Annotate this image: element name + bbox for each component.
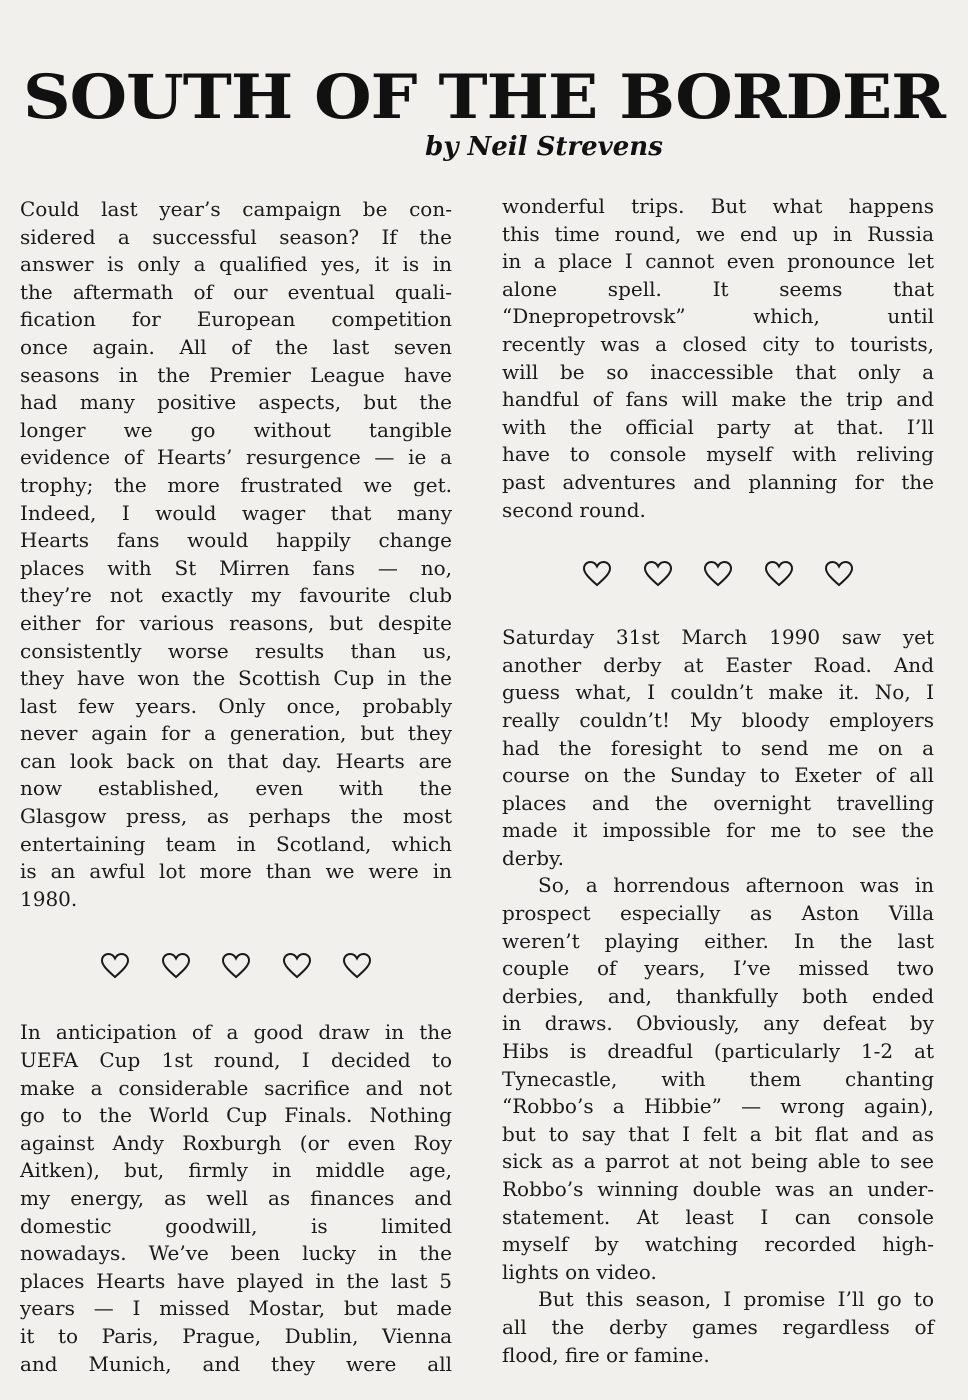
text-line: “Dnepropetrovsk” which, until (502, 304, 934, 329)
text-line: But this season, I promise I’ll go to (538, 1287, 934, 1312)
text-line: Glasgow press, as perhaps the most (20, 804, 452, 829)
text-line: they have won the Scottish Cup in the (20, 666, 452, 691)
text-line: but to say that I felt a bit flat and as (502, 1121, 934, 1146)
text-line: another derby at Easter Road. And (502, 652, 934, 677)
heart-outline-icon (101, 953, 129, 979)
left-paragraph-1 (20, 196, 452, 913)
text-line: Hibs is dreadful (particularly 1-2 at (502, 1039, 934, 1064)
text-line: against Andy Roxburgh (or even Roy (20, 1130, 452, 1155)
text-line: past adventures and planning for the (502, 469, 934, 494)
text-line: So, a horrendous afternoon was in (538, 873, 934, 898)
heart-separator-right (502, 524, 934, 624)
text-line: Aitken), but, firmly in middle age, (20, 1158, 452, 1183)
text-line: lights on video. (502, 1259, 657, 1284)
text-line: in a place I cannot even pronounce let (502, 249, 934, 274)
text-line: In anticipation of a good draw in the (20, 1020, 452, 1045)
text-line: entertaining team in Scotland, which (20, 831, 452, 856)
right-paragraph-3 (502, 872, 934, 1286)
text-line: the aftermath of our eventual quali- (20, 279, 452, 304)
text-line: prospect especially as Aston Villa (502, 901, 934, 926)
text-line: once again. All of the last seven (20, 334, 452, 359)
right-paragraph-1 (502, 193, 934, 524)
text-line: fication for European competition (20, 307, 452, 332)
text-line: domestic goodwill, is limited (20, 1213, 452, 1238)
text-line: trophy; the more frustrated we get. (20, 472, 452, 497)
text-line: myself by watching recorded high- (502, 1232, 934, 1257)
text-line: this time round, we end up in Russia (502, 221, 934, 246)
text-line: all the derby games regardless of (502, 1314, 934, 1339)
text-line: statement. At least I can console (502, 1204, 934, 1229)
text-line: is an awful lot more than we were in (20, 859, 452, 884)
text-line: second round. (502, 497, 646, 522)
text-line: alone spell. It seems that (502, 276, 934, 301)
text-line: weren’t playing either. In the last (502, 928, 934, 953)
text-line: sidered a successful season? If the (20, 224, 452, 249)
heart-outline-icon (162, 953, 190, 979)
article-byline: by Neil Strevens (425, 132, 663, 162)
text-line: nowadays. We’ve been lucky in the (20, 1241, 452, 1266)
text-line: in draws. Obviously, any defeat by (502, 1011, 934, 1036)
text-line: places Hearts have played in the last 5 (20, 1268, 452, 1293)
text-line: 1980. (20, 886, 78, 911)
text-line: go to the World Cup Finals. Nothing (20, 1103, 452, 1128)
text-line: seasons in the Premier League have (20, 362, 452, 387)
text-line: and Munich, and they were all (20, 1351, 452, 1376)
text-line: evidence of Hearts’ resurgence — ie a (20, 445, 452, 470)
text-line: places and the overnight travelling (502, 790, 934, 815)
text-line: Tynecastle, with them chanting (502, 1066, 934, 1091)
text-line: wonderful trips. But what happens (502, 194, 934, 218)
text-line: answer is only a qualified yes, it is in (20, 252, 452, 277)
text-line: guess what, I couldn’t make it. No, I (502, 680, 934, 705)
text-line: longer we go without tangible (20, 417, 452, 442)
text-line: Robbo’s winning double was an under- (502, 1177, 934, 1201)
text-line: sick as a parrot at not being able to see (502, 1149, 934, 1174)
text-line: had the foresight to send me on a (502, 735, 934, 760)
text-line: Could last year’s campaign be con- (20, 197, 452, 221)
text-line: make a considerable sacrifice and not (20, 1075, 452, 1100)
text-line: my energy, as well as finances and (20, 1186, 452, 1210)
left-paragraph-2 (20, 1019, 452, 1378)
heart-separator-left (20, 913, 452, 1019)
text-line: recently was a closed city to tourists, (502, 331, 934, 356)
text-line: will be so inaccessible that only a (502, 359, 934, 384)
text-line: Hearts fans would happily change (20, 528, 452, 553)
text-line: derby. (502, 845, 565, 870)
text-line: handful of fans will make the trip and (502, 387, 934, 412)
text-line: never again for a generation, but they (20, 721, 452, 746)
right-paragraph-2 (502, 624, 934, 872)
text-line: made it impossible for me to see the (502, 818, 934, 843)
text-line: they’re not exactly my favourite club (20, 583, 452, 608)
text-line: “Robbo’s a Hibbie” — wrong again), (502, 1094, 934, 1119)
text-line: had many positive aspects, but the (20, 390, 452, 415)
article-title: SOUTH OF THE BORDER (23, 61, 945, 133)
left-column (20, 196, 452, 1378)
heart-outline-icon (765, 561, 793, 587)
heart-outline-icon (704, 561, 732, 587)
text-line: Indeed, I would wager that many (20, 500, 452, 525)
heart-outline-icon (644, 561, 672, 587)
heart-outline-icon (583, 561, 611, 587)
text-line: couple of years, I’ve missed two (502, 956, 934, 981)
text-line: Saturday 31st March 1990 saw yet (502, 625, 934, 650)
text-line: have to console myself with reliving (502, 442, 934, 467)
text-line: really couldn’t! My bloody employers (502, 707, 934, 732)
heart-outline-icon (825, 561, 853, 587)
text-line: can look back on that day. Hearts are (20, 748, 452, 773)
heart-outline-icon (343, 953, 371, 979)
text-line: flood, fire or famine. (502, 1342, 710, 1367)
text-line: years — I missed Mostar, but made (20, 1296, 452, 1321)
text-line: now established, even with the (20, 776, 452, 801)
right-paragraph-4 (502, 1286, 934, 1369)
text-line: UEFA Cup 1st round, I decided to (20, 1048, 452, 1073)
text-line: last few years. Only once, probably (20, 693, 452, 718)
right-column (502, 193, 934, 1369)
heart-outline-icon (222, 953, 250, 979)
text-line: course on the Sunday to Exeter of all (502, 763, 934, 788)
text-line: with the official party at that. I’ll (502, 414, 934, 439)
text-line: it to Paris, Prague, Dublin, Vienna (20, 1323, 452, 1348)
text-line: derbies, and, thankfully both ended (502, 983, 934, 1008)
heart-outline-icon (283, 953, 311, 979)
text-line: either for various reasons, but despite (20, 610, 452, 635)
text-line: places with St Mirren fans — no, (20, 555, 452, 580)
text-line: consistently worse results than us, (20, 638, 452, 663)
